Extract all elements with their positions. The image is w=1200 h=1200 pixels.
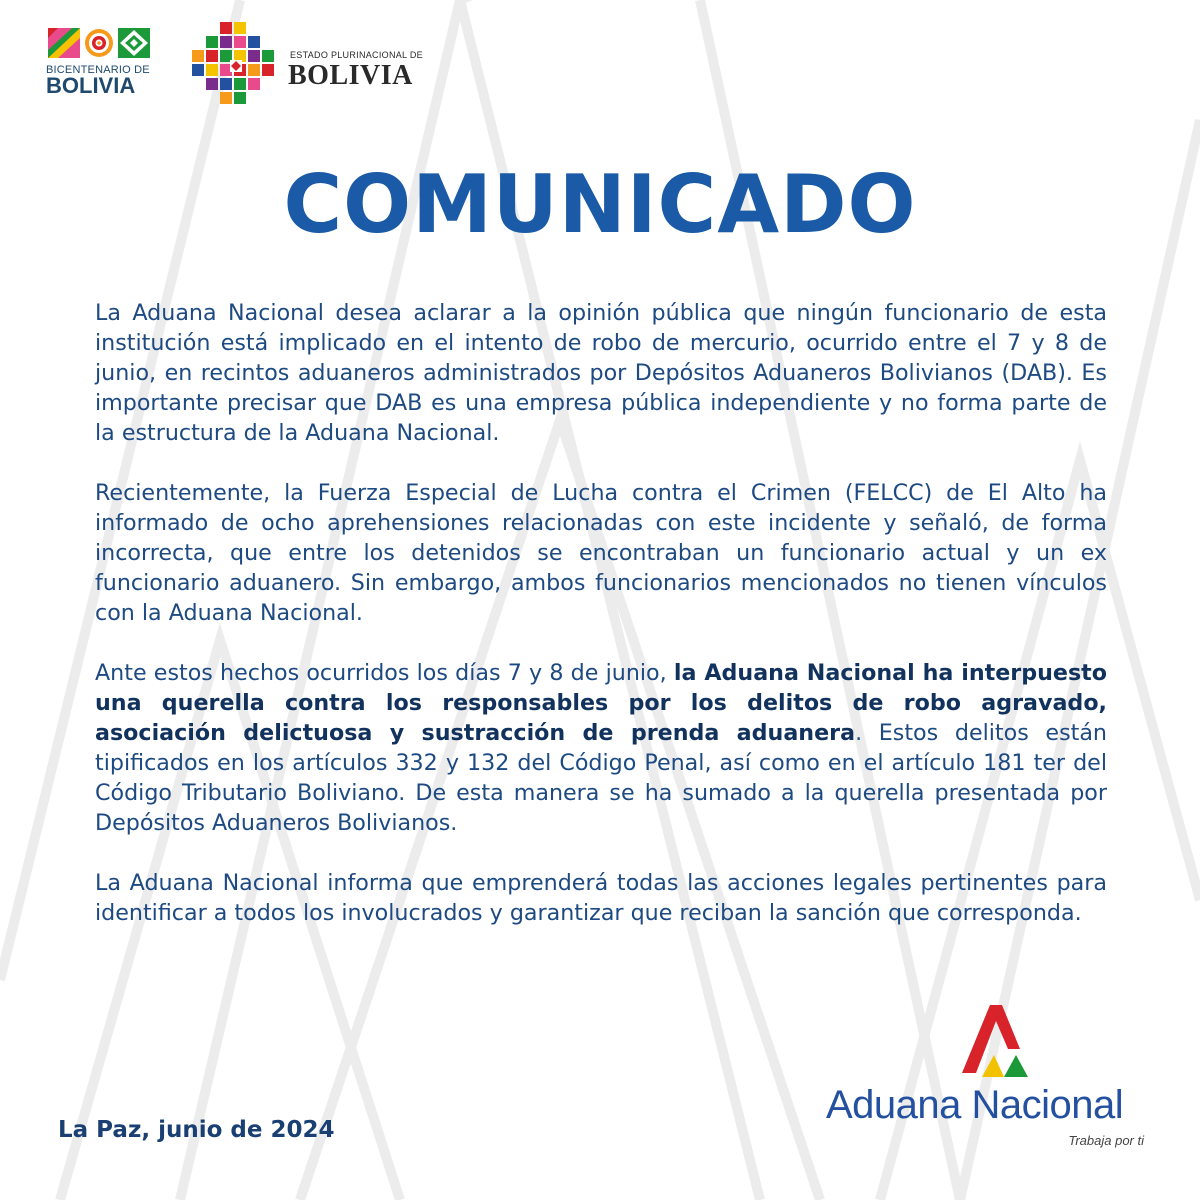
bicentenario-flag-icon bbox=[48, 28, 80, 58]
bicentenario-subtitle: BICENTENARIO DE bbox=[46, 64, 150, 76]
bicentenario-diamond-icon bbox=[118, 28, 150, 58]
aduana-nacional-name: Aduana Nacional bbox=[826, 1083, 1124, 1127]
paragraph-3-highlight: la Aduana Nacional ha interpuesto una querella contra los responsables por los delitos de robo agravado, asociación delictuosa y sustracción de prenda aduanera bbox=[95, 660, 1108, 746]
place-and-date: La Paz, junio de 2024 bbox=[58, 1117, 335, 1143]
bicentenario-logo-icon bbox=[48, 28, 156, 58]
estado-plurinacional-logo bbox=[190, 20, 423, 112]
paragraph-4: La Aduana Nacional informa que emprenderá todas las acciones legales pertinentes para identificar a todos los involucrados y garantizar que reciban la sanción que corresponda. bbox=[95, 870, 1107, 926]
paragraph-2: Recientemente, la Fuerza Especial de Lucha contra el Crimen (FELCC) de El Alto ha informado de ocho aprehensiones relacionadas con este incidente y señaló, de forma incorrecta, que entre los detenidos se encontraban un funcionario actual y un ex funcionario aduanero. Sin embargo, ambos funcionarios mencionados no tienen vínculos con la Aduana Nacional. bbox=[95, 480, 1107, 626]
paragraph-3-intro: Ante estos hechos ocurridos los días 7 y 8 de junio, bbox=[95, 660, 674, 686]
page-title: COMUNICADO bbox=[283, 158, 917, 251]
estado-title: BOLIVIA bbox=[288, 60, 413, 91]
paragraph-3-rest: . Estos delitos están tipificados en los artículos 332 y 132 del Código Penal, así como en el artículo 181 ter del Código Tributario Boliviano. De esta manera se ha sumado a la querella presentada por Depósitos Aduaneros Bolivianos. bbox=[95, 720, 1107, 836]
bicentenario-logo bbox=[46, 28, 156, 104]
bicentenario-title: BOLIVIA bbox=[46, 73, 136, 98]
bicentenario-spiral-icon bbox=[83, 28, 115, 58]
aduana-nacional-tagline: Trabaja por ti bbox=[1068, 1133, 1144, 1148]
paragraph-3 bbox=[95, 658, 1107, 838]
paragraph-1: La Aduana Nacional desea aclarar a la opinión pública que ningún funcionario de esta institución está implicado en el intento de robo de mercurio, ocurrido entre el 7 y 8 de junio, en recintos aduaneros administrados por Depósitos Aduaneros Bolivianos (DAB). Es importante precisar que DAB es una empresa pública independiente y no forma parte de la estructura de la Aduana Nacional. bbox=[95, 300, 1107, 446]
communique-body bbox=[95, 298, 1107, 928]
aduana-nacional-logo bbox=[820, 1005, 1150, 1155]
aduana-nacional-mark-icon bbox=[946, 1005, 1046, 1085]
estado-subtitle: ESTADO PLURINACIONAL DE bbox=[290, 50, 423, 60]
estado-plurinacional-emblem-icon bbox=[190, 20, 282, 112]
